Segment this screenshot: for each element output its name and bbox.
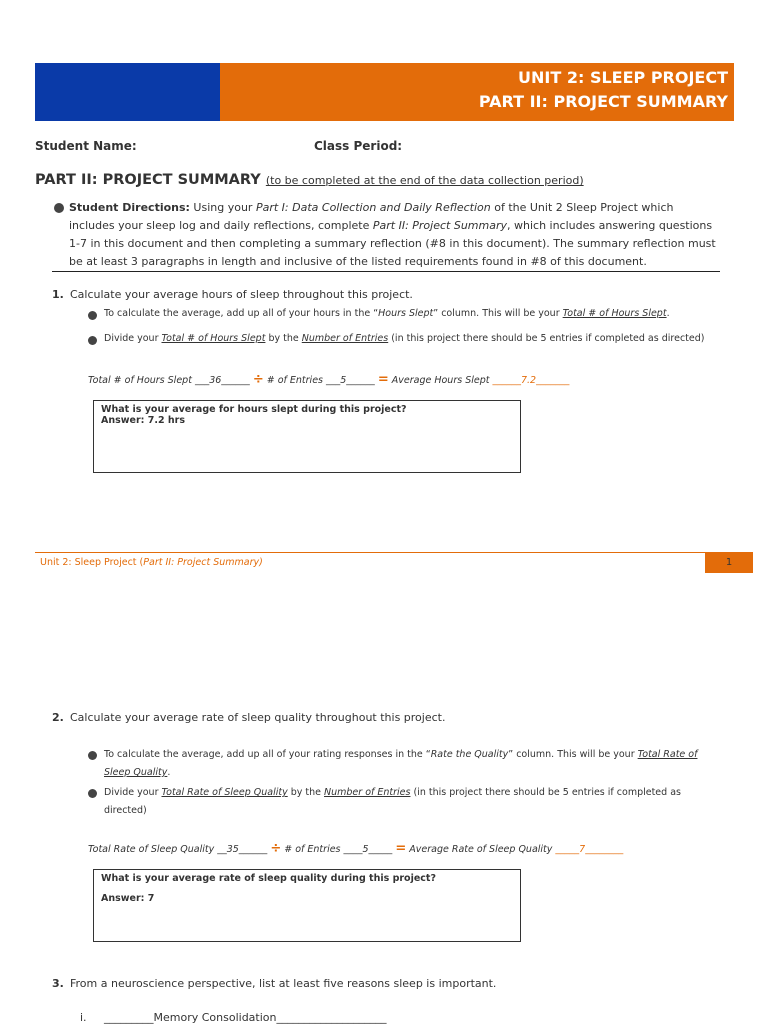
formula-part: Total Rate of Sleep Quality __35______	[88, 844, 271, 855]
section-title-text: PART II: PROJECT SUMMARY	[35, 172, 261, 188]
step-underline: Number of Entries	[301, 333, 389, 344]
step-text: by the	[287, 787, 325, 798]
question-1-step-1	[104, 308, 670, 319]
divide-icon: ÷	[252, 372, 264, 387]
step-underline: Total # of Hours Slept	[161, 333, 266, 344]
answer-box-answer: Answer: 7	[101, 893, 155, 904]
formula-part: Average Hours Slept	[388, 375, 493, 386]
question-2-step-2	[104, 784, 684, 820]
bullet-icon	[88, 311, 97, 320]
directions-italic: Part II: Project Summary	[372, 219, 507, 232]
step-underline: Total Rate of Sleep Quality	[161, 787, 288, 798]
header-banner-blue	[35, 63, 220, 121]
section-title	[35, 172, 584, 188]
footer-text	[40, 557, 263, 568]
step-text: .	[167, 767, 171, 778]
directions-text: of the Unit 2 Sleep Project which includes your sleep log and daily reflections, complete	[69, 201, 674, 232]
question-2-answer-box	[93, 869, 521, 942]
step-text: To calculate the average, add up all of your hours in the “	[104, 308, 379, 319]
step-underline: Total # of Hours Slept	[562, 308, 667, 319]
student-name-label: Student Name:	[35, 139, 137, 153]
bullet-icon	[88, 336, 97, 345]
step-text: .	[666, 308, 670, 319]
formula-part: Total # of Hours Slept ___36______	[88, 375, 253, 386]
step-italic: Hours Slept	[378, 308, 434, 319]
step-text: (in this project there should be 5 entries if completed as directed)	[104, 787, 681, 816]
divide-icon: ÷	[270, 841, 282, 856]
step-italic: Rate the Quality	[430, 749, 509, 760]
equals-icon: =	[395, 841, 407, 856]
question-1-formula	[88, 372, 569, 387]
formula-answer: ______7.2_______	[492, 375, 570, 386]
answer-box-answer: Answer: 7.2 hrs	[101, 415, 186, 426]
step-text: (in this project there should be 5 entries if completed as directed)	[388, 333, 705, 344]
footer-italic: Part II: Project Summary)	[143, 557, 263, 568]
student-directions	[69, 199, 721, 271]
directions-text: , which includes answering questions 1-7 in this document and then completing a summary reflection (#8 in this document). The summary reflection must be at least 3 paragraphs in length and inclusive of the listed requirements found in #8 of this document.	[69, 219, 716, 268]
answer-box-question: What is your average for hours slept during this project?	[101, 404, 407, 415]
step-underline: Total Rate of Sleep Quality	[104, 749, 698, 778]
header-subtitle: PART II: PROJECT SUMMARY	[478, 92, 728, 111]
equals-icon: =	[377, 372, 389, 387]
step-text: ” column. This will be your	[433, 308, 563, 319]
question-3-item-number: i.	[80, 1011, 87, 1024]
question-3-number: 3.	[52, 977, 64, 990]
directions-label: Student Directions:	[69, 201, 190, 214]
step-text: Divide your	[104, 787, 162, 798]
formula-answer: _____7________	[555, 844, 624, 855]
step-text: by the	[265, 333, 302, 344]
formula-part: # of Entries ____5_____	[281, 844, 396, 855]
question-2-formula	[88, 841, 623, 856]
step-underline: Number of Entries	[324, 787, 411, 798]
question-2-text: Calculate your average rate of sleep quality throughout this project.	[70, 711, 446, 724]
formula-part: Average Rate of Sleep Quality	[406, 844, 556, 855]
question-3-text: From a neuroscience perspective, list at least five reasons sleep is important.	[70, 977, 497, 990]
directions-italic: Part I: Data Collection and Daily Reflection	[255, 201, 491, 214]
question-1-text: Calculate your average hours of sleep throughout this project.	[70, 288, 413, 301]
question-2-number: 2.	[52, 711, 64, 724]
answer-box-question: What is your average rate of sleep quality during this project?	[101, 873, 436, 884]
bullet-icon	[88, 751, 97, 760]
directions-text: Using your	[189, 201, 256, 214]
question-1-answer-box	[93, 400, 521, 473]
step-text: Divide your	[104, 333, 162, 344]
question-1-step-2	[104, 333, 704, 344]
page-number: 1	[705, 553, 753, 573]
divider	[52, 271, 720, 272]
question-3-item-1: _________Memory Consolidation____________________	[104, 1011, 387, 1024]
section-note: (to be completed at the end of the data collection period)	[265, 174, 584, 187]
footer-divider	[35, 552, 753, 553]
bullet-icon	[54, 203, 64, 213]
question-1-number: 1.	[52, 288, 64, 301]
class-period-label: Class Period:	[314, 139, 403, 153]
step-text: ” column. This will be your	[508, 749, 638, 760]
formula-part: # of Entries ___5______	[263, 375, 378, 386]
bullet-icon	[88, 789, 97, 798]
question-2-step-1	[104, 746, 704, 782]
footer-prefix: Unit 2: Sleep Project (	[40, 557, 144, 568]
header-title: UNIT 2: SLEEP PROJECT	[518, 68, 728, 87]
header-banner	[220, 63, 734, 121]
step-text: To calculate the average, add up all of your rating responses in the “	[104, 749, 431, 760]
